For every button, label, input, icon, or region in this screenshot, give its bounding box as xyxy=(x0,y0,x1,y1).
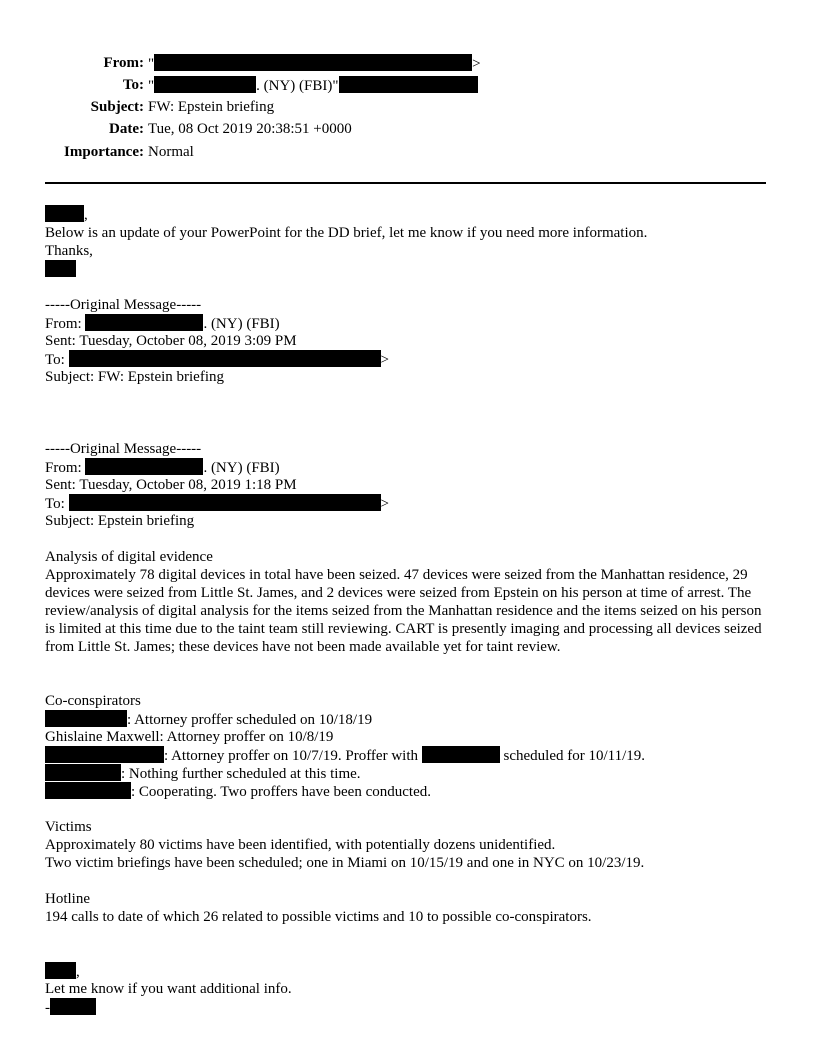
redaction-block xyxy=(45,764,121,781)
original-to: To: > xyxy=(45,496,390,512)
original-subject: Subject: Epstein briefing xyxy=(45,513,195,529)
redaction-block xyxy=(45,782,131,799)
original-from: From: . (NY) (FBI) xyxy=(45,460,280,476)
closing-signature: - xyxy=(45,998,96,1017)
to-value: " . (NY) (FBI)" xyxy=(148,76,478,95)
list-item: : Attorney proffer on 10/7/19. Proffer with scheduled for 10/11/19. xyxy=(45,746,645,765)
closing-greeting: , xyxy=(45,962,80,981)
original-from: From: . (NY) (FBI) xyxy=(45,316,280,332)
from-value: " > xyxy=(148,56,481,72)
subject-value: FW: Epstein briefing xyxy=(148,99,275,115)
hotline-line: 194 calls to date of which 26 related to possible victims and 10 to possible co-conspirators. xyxy=(45,909,592,925)
redaction-block xyxy=(45,260,76,277)
redaction-block xyxy=(422,746,500,763)
subject-label: Subject: xyxy=(90,99,144,115)
importance-value: Normal xyxy=(148,144,194,160)
victims-line: Approximately 80 victims have been identified, with potentially dozens unidentified. xyxy=(45,837,556,853)
redaction-block xyxy=(45,746,164,763)
hotline-heading: Hotline xyxy=(45,891,90,907)
redaction-block xyxy=(69,494,381,511)
analysis-paragraph: Approximately 78 digital devices in total have been seized. 47 devices were seized from the Manhattan residence, 29 devices were seized from Little St. James, and 2 devices were seized from Epstein on his person at time of arrest. The review/analysis of digital analysis for the items seized from the Manhattan residence and the items seized on his person is limited at this time due to the taint team still reviewing. CART is presently imaging and processing all devices seized from Little St. James; these devices have not been made available yet for taint review. xyxy=(45,567,762,655)
original-subject: Subject: FW: Epstein briefing xyxy=(45,369,224,385)
redaction-block xyxy=(45,710,127,727)
header-divider xyxy=(45,182,766,184)
redaction-block xyxy=(154,54,472,71)
list-item: : Cooperating. Two proffers have been conducted. xyxy=(45,782,431,801)
analysis-heading: Analysis of digital evidence xyxy=(45,549,213,565)
closing-text: Let me know if you want additional info. xyxy=(45,981,292,997)
original-to: To: > xyxy=(45,352,390,368)
redaction-block xyxy=(45,962,76,979)
importance-label: Importance: xyxy=(64,144,144,160)
original-divider: -----Original Message----- xyxy=(45,441,202,457)
greeting: , xyxy=(45,205,88,224)
to-label: To: xyxy=(122,77,144,93)
redaction-block xyxy=(154,76,256,93)
signature xyxy=(45,260,76,279)
original-sent: Sent: Tuesday, October 08, 2019 1:18 PM xyxy=(45,477,297,493)
from-label: From: xyxy=(103,55,144,71)
original-sent: Sent: Tuesday, October 08, 2019 3:09 PM xyxy=(45,333,297,349)
coconspirators-heading: Co-conspirators xyxy=(45,693,141,709)
date-value: Tue, 08 Oct 2019 20:38:51 +0000 xyxy=(148,121,352,137)
list-item: Ghislaine Maxwell: Attorney proffer on 10/8/19 xyxy=(45,729,334,745)
redaction-block xyxy=(339,76,478,93)
original-divider: -----Original Message----- xyxy=(45,297,202,313)
thanks-text: Thanks, xyxy=(45,243,93,259)
redaction-block xyxy=(69,350,381,367)
redaction-block xyxy=(50,998,96,1015)
victims-line: Two victim briefings have been scheduled; one in Miami on 10/15/19 and one in NYC on 10/23/19. xyxy=(45,855,645,871)
date-label: Date: xyxy=(109,121,144,137)
redaction-block xyxy=(45,205,84,222)
list-item: : Nothing further scheduled at this time. xyxy=(45,764,361,783)
list-item: : Attorney proffer scheduled on 10/18/19 xyxy=(45,710,372,729)
victims-heading: Victims xyxy=(45,819,92,835)
redaction-block xyxy=(85,458,203,475)
intro-text: Below is an update of your PowerPoint for the DD brief, let me know if you need more information. xyxy=(45,225,648,241)
redaction-block xyxy=(85,314,203,331)
